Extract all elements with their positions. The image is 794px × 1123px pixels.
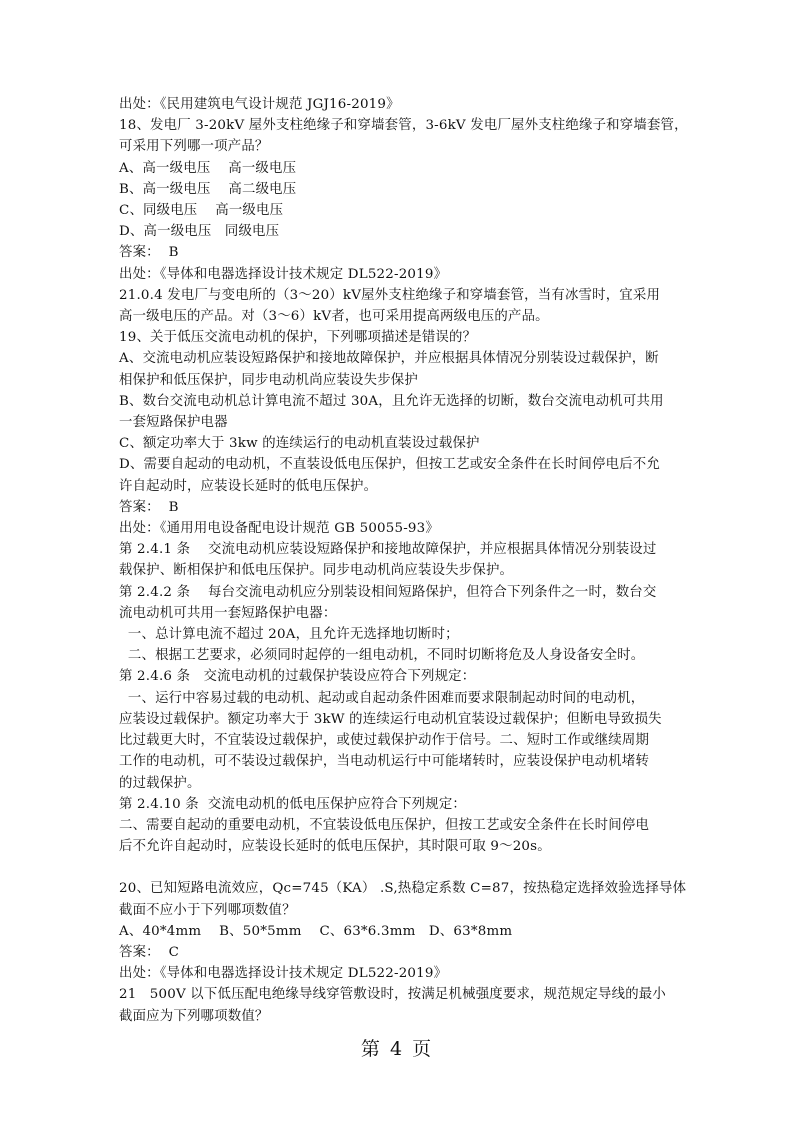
text-line: 一套短路保护电器 [119, 415, 228, 431]
text-line: 答案： B [119, 245, 179, 261]
text-line: C、同级电压 高一级电压 [119, 203, 284, 219]
text-line: D、高一级电压 同级电压 [119, 224, 280, 240]
text-line: 的过载保护。 [119, 775, 201, 791]
text-line: 答案： C [119, 944, 180, 960]
text-line: B、高一级电压 高二级电压 [119, 181, 297, 197]
text-line: 工作的电动机，可不装设过载保护，当电动机运行中可能堵转时，应装设保护电动机堵转 [119, 754, 650, 770]
text-line: 载保护、断相保护和低电压保护。同步电动机尚应装设失步保护。 [119, 563, 514, 579]
blank-line [119, 857, 679, 878]
text-line: 流电动机可共用一套短路保护电器： [119, 605, 337, 621]
text-line: 答案： B [119, 499, 179, 515]
text-line: 二、根据工艺要求，必须同时起停的一组电动机，不同时切断将危及人身设备安全时。 [119, 648, 645, 664]
page-content [119, 94, 688, 1027]
text-line: 许自起动时，应装设长延时的低电压保护。 [119, 478, 378, 494]
text-line: 第 2.4.1 条 交流电动机应装设短路保护和接地故障保护，并应根据具体情况分别装设过 [119, 542, 657, 558]
text-line: A、40*4mm B、50*5mm C、63*6.3mm D、63*8mm [119, 923, 513, 939]
text-line: 比过载更大时，不宜装设过载保护，或使过载保护动作于信号。二、短时工作或继续周期 [119, 733, 650, 749]
text-line: 第 2.4.10 条 交流电动机的低电压保护应符合下列规定： [119, 796, 467, 812]
text-line: 应装设过载保护。额定功率大于 3kW 的连续运行电动机宜装设过载保护；但断电导致损失 [119, 711, 662, 727]
text-line: 一、运行中容易过载的电动机、起动或自起动条件困难而要求限制起动时间的电动机， [119, 690, 645, 706]
text-line: 出处：《民用建筑电气设计规范 JGJ16-2019》 [119, 97, 400, 112]
text-line: 第 2.4.2 条 每台交流电动机应分别装设相间短路保护，但符合下列条件之一时，数台交 [119, 584, 657, 600]
text-line: 高一级电压的产品。对（3～6）kV者，也可采用提高两级电压的产品。 [119, 309, 549, 325]
text-line: 后不允许自起动时，应装设长延时的低电压保护，其时限可取 9～20s。 [119, 839, 551, 855]
text-line: A、高一级电压 高一级电压 [119, 160, 297, 176]
text-line: 出处：《导体和电器选择设计技术规定 DL522-2019》 [119, 966, 448, 982]
text-line: 21 500V 以下低压配电绝缘导线穿管敷设时，按满足机械强度要求，规范规定导线的最小 [119, 987, 666, 1003]
page-number: 第 4 页 [360, 1038, 434, 1060]
text-line: 19、关于低压交流电动机的保护，下列哪项描述是错误的？ [119, 330, 477, 346]
text-line: 第 2.4.6 条 交流电动机的过载保护装设应符合下列规定： [119, 669, 476, 685]
text-line: B、数台交流电动机总计算电流不超过 30A，且允许无选择的切断，数台交流电动机可共用 [119, 393, 664, 409]
text-line: 一、总计算电流不超过 20A，且允许无选择地切断时； [119, 627, 459, 643]
text-line: 20、已知短路电流效应，Qc=745（KA） .S,热稳定系数 C=87，按热稳定选择效验选择导体 [119, 881, 687, 897]
text-line: 截面不应小于下列哪项数值？ [119, 902, 296, 918]
text-line: 出处：《通用用电设备配电设计规范 GB 50055-93》 [119, 521, 439, 537]
text-line: D、需要自起动的电动机，不直装设低电压保护，但按工艺或安全条件在长时间停电后不允 [119, 457, 660, 473]
text-line: 截面应为下列哪项数值？ [119, 1008, 269, 1024]
text-line: 可采用下列哪一项产品？ [119, 139, 269, 155]
text-line: 二、需要自起动的重要电动机，不宜装设低电压保护，但按工艺或安全条件在长时间停电 [119, 817, 650, 833]
text-line: 21.0.4 发电厂与变电所的（3～20）kV屋外支柱绝缘子和穿墙套管，当有冰雪时，宜采用 [119, 287, 661, 303]
text-line: 出处：《导体和电器选择设计技术规定 DL522-2019》 [119, 266, 448, 282]
text-line: 相保护和低压保护，同步电动机尚应装设失步保护 [119, 372, 418, 388]
text-line: 18、发电厂 3-20kV 屋外支柱绝缘子和穿墙套管，3-6kV 发电厂屋外支柱绝缘子和穿墙套管， [119, 118, 688, 134]
text-line: A、交流电动机应装设短路保护和接地故障保护，并应根据具体情况分别装设过载保护，断 [119, 351, 659, 367]
text-line: C、额定功率大于 3kw 的连续运行的电动机直装设过载保护 [119, 436, 480, 452]
